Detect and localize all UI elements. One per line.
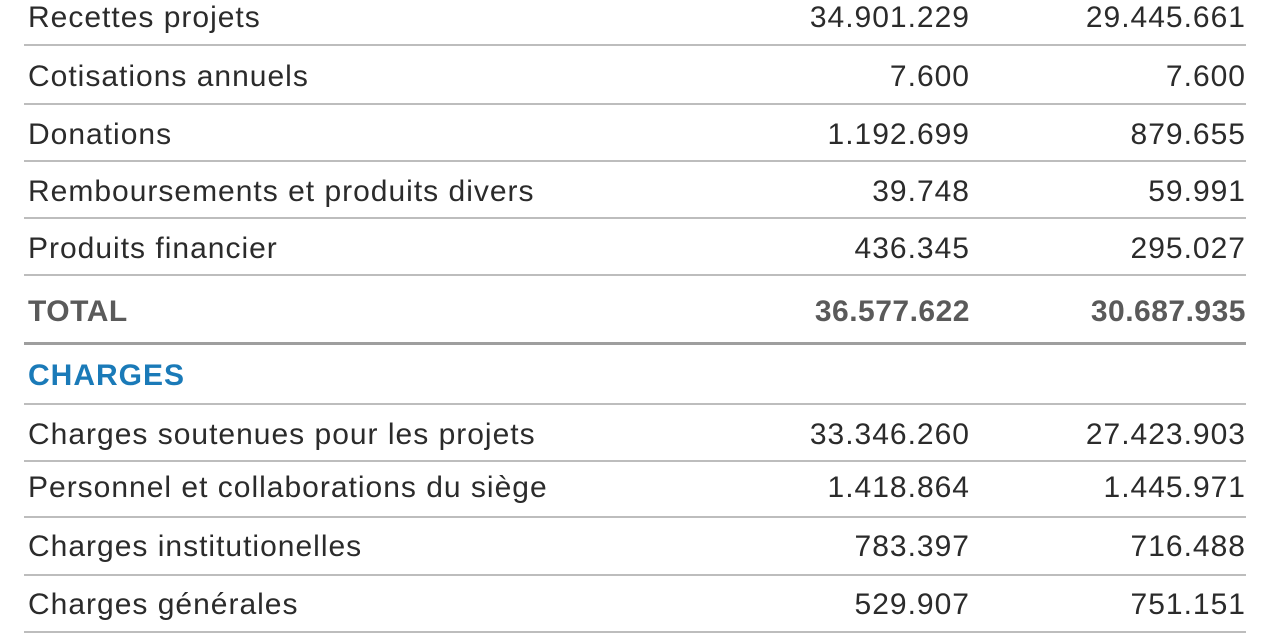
- row-value-col2: 879.655: [1130, 118, 1246, 151]
- row-value-col1: 34.901.229: [809, 1, 970, 34]
- row-value-col2: 7.600: [1165, 60, 1246, 93]
- row-value-col2: 59.991: [1148, 175, 1246, 208]
- table-row: [24, 519, 1246, 575]
- row-label: Cotisations annuels: [28, 60, 309, 93]
- total-value-col1: 36.577.622: [814, 295, 970, 328]
- row-value-col1: 783.397: [854, 530, 970, 563]
- row-value-col2: 751.151: [1130, 588, 1246, 621]
- table-row: [24, 221, 1246, 277]
- row-divider: [24, 516, 1246, 518]
- row-label: Charges institutionelles: [28, 530, 363, 563]
- row-label: Recettes projets: [28, 1, 261, 34]
- row-value-col2: 29.445.661: [1085, 1, 1246, 34]
- table-row: [24, 577, 1246, 633]
- row-divider: [24, 160, 1246, 162]
- total-value-col2: 30.687.935: [1090, 295, 1246, 328]
- row-label: Produits financier: [28, 232, 278, 265]
- section-heading-label: CHARGES: [28, 359, 186, 392]
- row-value-col1: 529.907: [854, 588, 970, 621]
- section-divider: [24, 403, 1246, 405]
- row-divider: [24, 631, 1246, 633]
- row-value-col1: 1.418.864: [827, 471, 970, 504]
- table-row: [24, 407, 1246, 463]
- total-divider: [24, 342, 1246, 345]
- row-divider: [24, 574, 1246, 576]
- row-label: Remboursements et produits divers: [28, 175, 535, 208]
- row-value-col1: 39.748: [872, 175, 970, 208]
- row-value-col1: 436.345: [854, 232, 970, 265]
- row-divider: [24, 274, 1246, 276]
- total-row: [24, 284, 1246, 340]
- row-value-col2: 27.423.903: [1085, 418, 1246, 451]
- row-value-col1: 33.346.260: [809, 418, 970, 451]
- row-label: Charges générales: [28, 588, 299, 621]
- row-divider: [24, 217, 1246, 219]
- table-row: [24, 107, 1246, 163]
- row-value-col2: 295.027: [1130, 232, 1246, 265]
- row-divider: [24, 44, 1246, 46]
- section-heading-charges: [24, 348, 1246, 404]
- table-row: [24, 164, 1246, 220]
- total-label: TOTAL: [28, 295, 128, 328]
- table-row: [24, 0, 1246, 46]
- row-value-col1: 7.600: [889, 60, 970, 93]
- row-value-col2: 716.488: [1130, 530, 1246, 563]
- row-label: Donations: [28, 118, 173, 151]
- row-label: Personnel et collaborations du siège: [28, 471, 548, 504]
- table-row: [24, 49, 1246, 105]
- row-divider: [24, 103, 1246, 105]
- row-label: Charges soutenues pour les projets: [28, 418, 536, 451]
- row-value-col1: 1.192.699: [827, 118, 970, 151]
- table-row: [24, 460, 1246, 516]
- row-value-col2: 1.445.971: [1103, 471, 1246, 504]
